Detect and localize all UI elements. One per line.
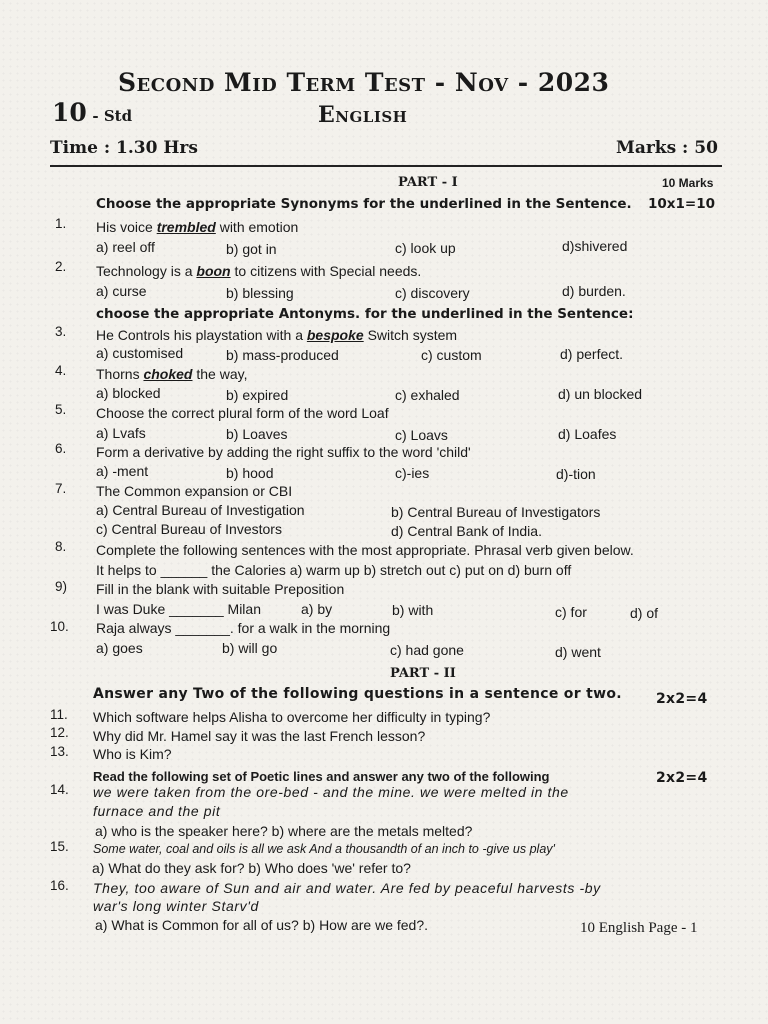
synonyms-marks: 10x1=10 — [648, 196, 715, 212]
option-b: b) expired — [226, 387, 289, 403]
question-text: Thorns choked the way, — [96, 366, 248, 382]
part1-heading: PART - I — [398, 175, 458, 190]
question-number: 6. — [55, 441, 67, 456]
question-text: Choose the correct plural form of the word Loaf — [96, 405, 389, 421]
poetic-instruction: Read the following set of Poetic lines and answer any two of the following — [93, 769, 550, 784]
option-d: d) un blocked — [558, 386, 643, 402]
part2-heading: PART - II — [390, 666, 456, 681]
option-d: d)shivered — [562, 238, 628, 254]
question-number: 7. — [55, 481, 67, 496]
option-c: c) look up — [395, 240, 456, 256]
question-text: His voice trembled with emotion — [96, 219, 299, 235]
option-d: d) Loafes — [558, 426, 617, 442]
option-c: c) exhaled — [395, 387, 460, 403]
question-number: 14. — [50, 782, 69, 797]
question-text: Which software helps Alisha to overcome her difficulty in typing? — [93, 709, 491, 725]
option-d: d) of — [630, 605, 659, 621]
question-number: 2. — [55, 259, 67, 274]
option-a: a) customised — [96, 345, 184, 361]
question-number: 8. — [55, 539, 67, 554]
poem-line: we were taken from the ore-bed - and the mine. we were melted in the — [93, 784, 569, 800]
question-text: Technology is a boon to citizens with Special needs. — [96, 263, 422, 279]
marks-label: Marks : 50 — [616, 138, 718, 158]
option-c: c) had gone — [390, 642, 464, 658]
question-text: He Controls his playstation with a bespoke Switch system — [96, 327, 458, 343]
question-number: 4. — [55, 363, 67, 378]
question-number: 10. — [50, 619, 69, 634]
part2-marks: 2x2=4 — [656, 691, 708, 707]
antonyms-instruction: choose the appropriate Antonyms. for the underlined in the Sentence: — [96, 306, 634, 322]
synonyms-instruction: Choose the appropriate Synonyms for the underlined in the Sentence. — [96, 196, 632, 212]
question-number: 12. — [50, 725, 69, 740]
poem-line: They, too aware of Sun and air and water. Are fed by peaceful harvests -by — [93, 880, 601, 896]
option-b: b) with — [392, 602, 434, 618]
question-number: 15. — [50, 839, 69, 854]
option-c: c) custom — [421, 347, 482, 363]
poetic-marks: 2x2=4 — [656, 770, 708, 786]
question-text: Raja always _______. for a walk in the morning — [96, 620, 391, 636]
option-a: a) Lvafs — [96, 425, 146, 441]
question-line: I was Duke _______ Milan — [96, 601, 261, 617]
poem-line: Some water, coal and oils is all we ask And a thousandth of an inch to -give us play' — [93, 842, 555, 856]
std-number: 10 — [52, 98, 87, 127]
question-text: Complete the following sentences with the most appropriate. Phrasal verb given below. — [96, 542, 634, 558]
option-c: c)-ies — [395, 465, 430, 481]
underlined-word: bespoke — [306, 327, 364, 343]
question-text: Form a derivative by adding the right suffix to the word 'child' — [96, 444, 471, 460]
question-number: 16. — [50, 878, 69, 893]
option-a: a) blocked — [96, 385, 161, 401]
poem-line: furnace and the pit — [93, 803, 221, 819]
question-text: Fill in the blank with suitable Preposition — [96, 581, 345, 597]
option-c: c) Central Bureau of Investors — [96, 521, 282, 537]
page-footer: 10 English Page - 1 — [580, 920, 698, 936]
sub-questions: a) who is the speaker here? b) where are the metals melted? — [95, 823, 473, 839]
option-a: a) curse — [96, 283, 147, 299]
question-number: 13. — [50, 744, 69, 759]
option-b: b) mass-produced — [226, 347, 339, 363]
option-b: b) Loaves — [226, 426, 288, 442]
option-b: b) will go — [222, 640, 278, 656]
option-d: d) went — [555, 644, 601, 660]
option-b: b) got in — [226, 241, 277, 257]
question-number: 9) — [55, 579, 68, 594]
underlined-word: boon — [196, 263, 231, 279]
underlined-word: trembled — [156, 219, 216, 235]
std-suffix: - Std — [92, 107, 133, 125]
std-label — [52, 98, 132, 127]
question-number: 1. — [55, 216, 67, 231]
option-a: a) by — [301, 601, 333, 617]
option-a: a) -ment — [96, 463, 149, 479]
sub-questions: a) What is Common for all of us? b) How are we fed?. — [95, 917, 429, 933]
option-c: c) discovery — [395, 285, 470, 301]
option-d: d)-tion — [556, 466, 596, 482]
option-b: b) hood — [226, 465, 274, 481]
poem-line: war's long winter Starv'd — [93, 898, 259, 914]
part2-instruction: Answer any Two of the following questions in a sentence or two. — [93, 686, 622, 702]
question-number: 3. — [55, 324, 67, 339]
header-divider — [50, 165, 722, 167]
question-line: It helps to ______ the Calories a) warm up b) stretch out c) put on d) burn off — [96, 562, 572, 578]
option-b: b) blessing — [226, 285, 294, 301]
option-d: d) perfect. — [560, 346, 624, 362]
part1-marks: 10 Marks — [662, 176, 714, 190]
underlined-word: choked — [143, 366, 193, 382]
question-text: Who is Kim? — [93, 746, 172, 762]
option-a: a) reel off — [96, 239, 155, 255]
question-text: Why did Mr. Hamel say it was the last French lesson? — [93, 728, 426, 744]
option-a: a) goes — [96, 640, 143, 656]
exam-title: Second Mid Term Test - Nov - 2023 — [118, 68, 610, 97]
option-d: d) burden. — [562, 283, 626, 299]
question-text: The Common expansion or CBI — [96, 483, 293, 499]
option-c: c) Loavs — [395, 427, 448, 443]
sub-questions: a) What do they ask for? b) Who does 'we' refer to? — [92, 860, 411, 876]
question-number: 5. — [55, 402, 67, 417]
time-label: Time : 1.30 Hrs — [50, 138, 198, 158]
option-a: a) Central Bureau of Investigation — [96, 502, 305, 518]
option-c: c) for — [555, 604, 587, 620]
subject-title: English — [318, 102, 408, 128]
option-b: b) Central Bureau of Investigators — [391, 504, 601, 520]
option-d: d) Central Bank of India. — [391, 523, 542, 539]
question-number: 11. — [50, 707, 68, 722]
